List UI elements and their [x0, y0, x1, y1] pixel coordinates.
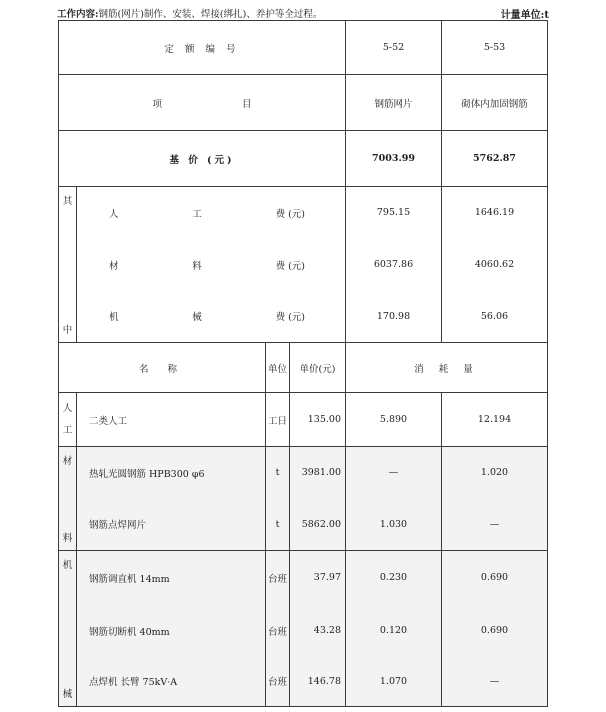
labor-price: 135.00: [290, 393, 346, 447]
of-which-bottom: 中: [59, 291, 77, 343]
breakdown-value-2: 4060.62: [442, 239, 548, 291]
material-unit: t: [266, 499, 290, 551]
item-label-b: 目: [242, 98, 252, 110]
breakdown-row: [59, 291, 548, 343]
breakdown-label: [77, 187, 346, 239]
base-price-2: 5762.87: [442, 131, 548, 187]
breakdown-c2: 工: [192, 208, 202, 220]
material-qty-1: —: [346, 447, 442, 499]
labor-unit: 工日: [266, 393, 290, 447]
breakdown-c1: 机: [109, 312, 119, 324]
material-qty-2: 1.020: [442, 447, 548, 499]
quota-code-1: 5-52: [346, 21, 442, 75]
machine-group-bottom: 械: [59, 657, 77, 707]
labor-qty-1: 5.890: [346, 393, 442, 447]
breakdown-c2: 械: [192, 312, 202, 324]
labor-qty-2: 12.194: [442, 393, 548, 447]
machine-qty-2: —: [442, 657, 548, 707]
breakdown-c3: 费 (元): [275, 312, 305, 324]
breakdown-value-2: 56.06: [442, 291, 548, 343]
breakdown-row: [59, 239, 548, 291]
of-which-top: 其: [59, 187, 77, 239]
material-name: 钢筋点焊网片: [77, 499, 266, 551]
machine-qty-1: 0.120: [346, 605, 442, 657]
machine-qty-2: 0.690: [442, 605, 548, 657]
consumption-header: 消 耗 量: [346, 343, 548, 393]
breakdown-label: [77, 239, 346, 291]
measurement-unit: 计量单位:t: [500, 10, 549, 21]
item-label-a: 项: [152, 98, 162, 110]
labor-name: 二类人工: [77, 393, 266, 447]
breakdown-c3: 费 (元): [275, 208, 305, 220]
breakdown-row: [59, 187, 548, 239]
material-unit: t: [266, 447, 290, 499]
work-content: [57, 6, 322, 20]
labor-row: [59, 393, 548, 447]
material-price: 3981.00: [290, 447, 346, 499]
work-content-label: 工作内容:: [57, 9, 99, 20]
machine-unit: 台班: [266, 657, 290, 707]
material-qty-2: —: [442, 499, 548, 551]
machine-price: 37.97: [290, 551, 346, 605]
machine-qty-1: 1.070: [346, 657, 442, 707]
breakdown-c1: 材: [109, 260, 119, 272]
machine-price: 43.28: [290, 605, 346, 657]
machine-qty-2: 0.690: [442, 551, 548, 605]
unit-header: 单位: [266, 343, 290, 393]
breakdown-value-1: 795.15: [346, 187, 442, 239]
work-content-text: 钢筋(网片)制作、安装、焊接(绑扎)、养护等全过程。: [98, 9, 323, 20]
breakdown-value-2: 1646.19: [442, 187, 548, 239]
material-name: 热轧光圆钢筋 HPB300 φ6: [77, 447, 266, 499]
material-row: [59, 447, 548, 499]
machine-qty-1: 0.230: [346, 551, 442, 605]
item-label: [59, 75, 346, 131]
breakdown-c2: 料: [192, 260, 202, 272]
material-price: 5862.00: [290, 499, 346, 551]
price-header: 单价(元): [290, 343, 346, 393]
item-row: [59, 75, 548, 131]
breakdown-value-1: 6037.86: [346, 239, 442, 291]
machine-unit: 台班: [266, 551, 290, 605]
machine-price: 146.78: [290, 657, 346, 707]
breakdown-c1: 人: [109, 208, 119, 220]
machine-group-top: 机: [59, 551, 77, 605]
breakdown-value-1: 170.98: [346, 291, 442, 343]
breakdown-c3: 费 (元): [275, 260, 305, 272]
labor-group: [59, 393, 77, 447]
breakdown-label: [77, 291, 346, 343]
labor-top: 人: [62, 402, 73, 414]
machine-unit: 台班: [266, 605, 290, 657]
base-price-row: [59, 131, 548, 187]
quota-table: [58, 20, 548, 707]
labor-bottom: 工: [62, 424, 73, 436]
machine-row: [59, 657, 548, 707]
machine-name: 点焊机 长臂 75kV·A: [77, 657, 266, 707]
material-group-top: 材: [59, 447, 77, 499]
quota-code-label: 定 额 编 号: [59, 21, 346, 75]
name-header: 名 称: [59, 343, 266, 393]
machine-row: [59, 605, 548, 657]
quota-code-row: [59, 21, 548, 75]
material-group-bottom: 料: [59, 499, 77, 551]
material-row: [59, 499, 548, 551]
resource-header-row: [59, 343, 548, 393]
machine-row: [59, 551, 548, 605]
item-name-1: 钢筋网片: [346, 75, 442, 131]
machine-name: 钢筋调直机 14mm: [77, 551, 266, 605]
quota-code-2: 5-53: [442, 21, 548, 75]
base-price-label: 基 价 (元): [59, 131, 346, 187]
item-name-2: 砌体内加固钢筋: [442, 75, 548, 131]
material-qty-1: 1.030: [346, 499, 442, 551]
base-price-1: 7003.99: [346, 131, 442, 187]
machine-name: 钢筋切断机 40mm: [77, 605, 266, 657]
